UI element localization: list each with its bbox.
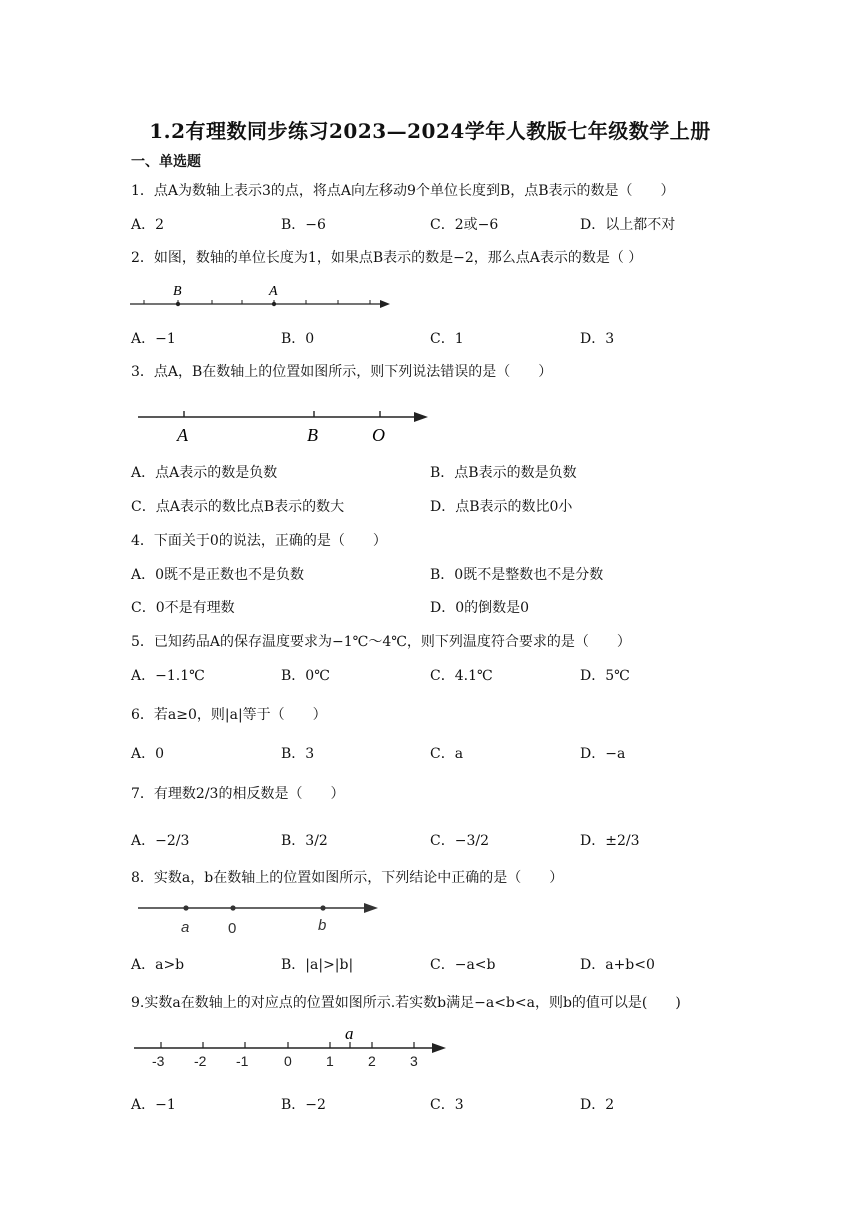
point-a-dot bbox=[272, 302, 276, 306]
q3-option-c: C．点A表示的数比点B表示的数大 bbox=[131, 499, 345, 515]
label-a: a bbox=[345, 1024, 354, 1043]
q4-option-a: A．0既不是正数也不是负数 bbox=[131, 567, 305, 583]
page-title: 1.2有理数同步练习2023—2024学年人教版七年级数学上册 bbox=[149, 119, 711, 143]
label-b: b bbox=[318, 917, 327, 934]
point-b-dot bbox=[176, 302, 180, 306]
q8-number-line bbox=[136, 896, 386, 940]
q1-option-c: C．2或−6 bbox=[430, 217, 499, 233]
q8-option-b: B．|a|>|b| bbox=[281, 957, 354, 973]
tick-label-neg3: -3 bbox=[152, 1053, 165, 1069]
q7-option-c: C．−3/2 bbox=[430, 833, 489, 849]
q8-option-d: D．a+b<0 bbox=[580, 957, 655, 973]
q3-number-line bbox=[136, 405, 436, 445]
question-9-stem: 9.实数a在数轴上的对应点的位置如图所示.若实数b满足−a<b<a，则b的值可以是( ) bbox=[131, 995, 681, 1011]
tick-label-2: 2 bbox=[368, 1053, 376, 1069]
q6-option-b: B．3 bbox=[281, 746, 315, 762]
question-2-stem: 2．如图，数轴的单位长度为1，如果点B表示的数是−2，那么点A表示的数是（ ） bbox=[131, 250, 643, 266]
q2-option-d: D．3 bbox=[580, 331, 615, 347]
tick-label-1: 1 bbox=[326, 1053, 334, 1069]
question-4-stem: 4．下面关于0的说法，正确的是（ ） bbox=[131, 533, 387, 549]
q5-option-d: D．5℃ bbox=[580, 668, 630, 684]
q1-option-a: A．2 bbox=[131, 217, 165, 233]
question-6-stem: 6．若a≥0，则|a|等于（ ） bbox=[131, 707, 327, 723]
q9-option-d: D．2 bbox=[580, 1097, 615, 1113]
q8-option-a: A．a>b bbox=[131, 957, 185, 973]
q4-option-c: C．0不是有理数 bbox=[131, 600, 235, 616]
question-1-stem: 1．点A为数轴上表示3的点，将点A向左移动9个单位长度到B，点B表示的数是（ ） bbox=[131, 183, 675, 199]
question-7-stem: 7．有理数2/3的相反数是（ ） bbox=[131, 786, 345, 802]
tick-label-0: 0 bbox=[284, 1053, 292, 1069]
q6-option-c: C．a bbox=[430, 746, 464, 762]
q5-option-c: C．4.1℃ bbox=[430, 668, 493, 684]
q9-option-c: C．3 bbox=[430, 1097, 464, 1113]
point-b-dot bbox=[320, 905, 325, 910]
question-3-stem: 3．点A，B在数轴上的位置如图所示，则下列说法错误的是（ ） bbox=[131, 364, 553, 380]
q1-option-d: D．以上都不对 bbox=[580, 217, 676, 233]
question-5-stem: 5．已知药品A的保存温度要求为−1℃～4℃，则下列温度符合要求的是（ ） bbox=[131, 634, 631, 650]
q5-option-b: B．0℃ bbox=[281, 668, 330, 684]
q9-option-a: A．−1 bbox=[131, 1097, 176, 1113]
q6-option-d: D．−a bbox=[580, 746, 626, 762]
section-heading: 一、单选题 bbox=[131, 154, 201, 170]
tick-label-3: 3 bbox=[410, 1053, 418, 1069]
q3-option-b: B．点B表示的数是负数 bbox=[430, 465, 577, 481]
q6-option-a: A．0 bbox=[131, 746, 165, 762]
q2-option-c: C．1 bbox=[430, 331, 464, 347]
question-8-stem: 8．实数a，b在数轴上的位置如图所示，下列结论中正确的是（ ） bbox=[131, 870, 564, 886]
q9-option-b: B．−2 bbox=[281, 1097, 326, 1113]
q7-option-a: A．−2/3 bbox=[131, 833, 190, 849]
label-o: O bbox=[372, 425, 385, 445]
point-a-dot bbox=[183, 905, 188, 910]
q1-option-b: B．−6 bbox=[281, 217, 326, 233]
q3-option-d: D．点B表示的数比0小 bbox=[430, 499, 573, 515]
label-a: a bbox=[181, 919, 190, 936]
label-a: A bbox=[177, 425, 188, 445]
label-0: 0 bbox=[228, 920, 237, 937]
q3-option-a: A．点A表示的数是负数 bbox=[131, 465, 278, 481]
q5-option-a: A．−1.1℃ bbox=[131, 668, 205, 684]
q7-option-b: B．3/2 bbox=[281, 833, 328, 849]
q2-option-b: B．0 bbox=[281, 331, 315, 347]
q2-number-line bbox=[128, 278, 398, 314]
label-b: B bbox=[307, 425, 318, 445]
q4-option-d: D．0的倒数是0 bbox=[430, 600, 530, 616]
label-a: A bbox=[269, 284, 278, 299]
q4-option-b: B．0既不是整数也不是分数 bbox=[430, 567, 604, 583]
label-b: B bbox=[173, 284, 182, 299]
point-0-dot bbox=[230, 905, 235, 910]
q9-number-line bbox=[132, 1024, 452, 1074]
q2-option-a: A．−1 bbox=[131, 331, 176, 347]
q8-option-c: C．−a<b bbox=[430, 957, 496, 973]
tick-label-neg1: -1 bbox=[236, 1053, 249, 1069]
q7-option-d: D．±2/3 bbox=[580, 833, 640, 849]
tick-label-neg2: -2 bbox=[194, 1053, 207, 1069]
